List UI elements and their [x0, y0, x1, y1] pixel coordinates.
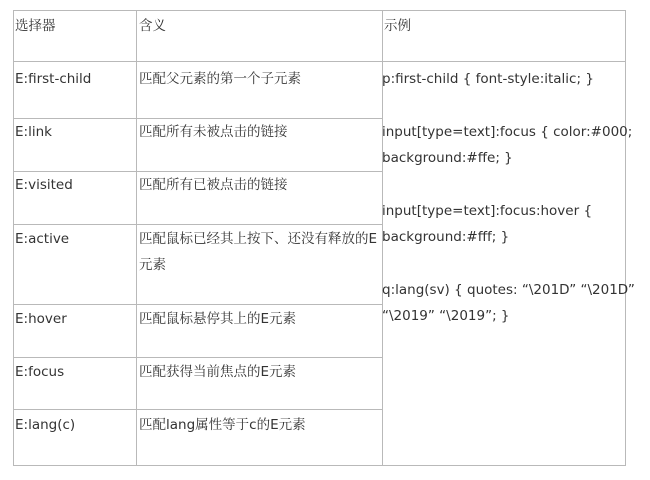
- meaning-cell: 匹配lang属性等于c的E元素: [139, 417, 306, 433]
- meaning-cell: 匹配所有未被点击的链接: [139, 124, 288, 140]
- selector-cell: E:visited: [15, 177, 73, 193]
- example-line: q:lang(sv) { quotes: “\201D” “\201D”: [382, 282, 635, 298]
- header-example: 示例: [384, 18, 411, 34]
- meaning-cell: 匹配鼠标已经其上按下、还没有释放的E元素: [139, 231, 378, 273]
- selector-cell: E:lang(c): [15, 417, 76, 433]
- header-meaning: 含义: [139, 18, 166, 34]
- example-line: “\2019” “\2019”; }: [382, 308, 510, 324]
- meaning-cell: 匹配父元素的第一个子元素: [139, 71, 301, 87]
- example-line: background:#ffe; }: [382, 150, 513, 166]
- selector-cell: E:focus: [15, 364, 65, 380]
- example-line: p:first-child { font-style:italic; }: [382, 71, 594, 87]
- header-divider: [14, 61, 625, 62]
- selector-cell: E:active: [15, 231, 70, 247]
- example-line: input[type=text]:focus:hover {: [382, 203, 593, 219]
- example-line: background:#fff; }: [382, 229, 510, 245]
- selector-cell: E:link: [15, 124, 52, 140]
- example-line: input[type=text]:focus { color:#000;: [382, 124, 633, 140]
- header-selector: 选择器: [15, 18, 56, 34]
- column-divider: [136, 11, 137, 465]
- selector-cell: E:first-child: [15, 71, 92, 87]
- meaning-cell: 匹配鼠标悬停其上的E元素: [139, 311, 297, 327]
- row-divider: [14, 357, 383, 358]
- meaning-cell: 匹配获得当前焦点的E元素: [139, 364, 297, 380]
- row-divider: [14, 409, 383, 410]
- row-divider: [14, 304, 383, 305]
- row-divider: [14, 224, 383, 225]
- meaning-cell: 匹配所有已被点击的链接: [139, 177, 288, 193]
- selector-cell: E:hover: [15, 311, 67, 327]
- selector-table: [13, 10, 635, 466]
